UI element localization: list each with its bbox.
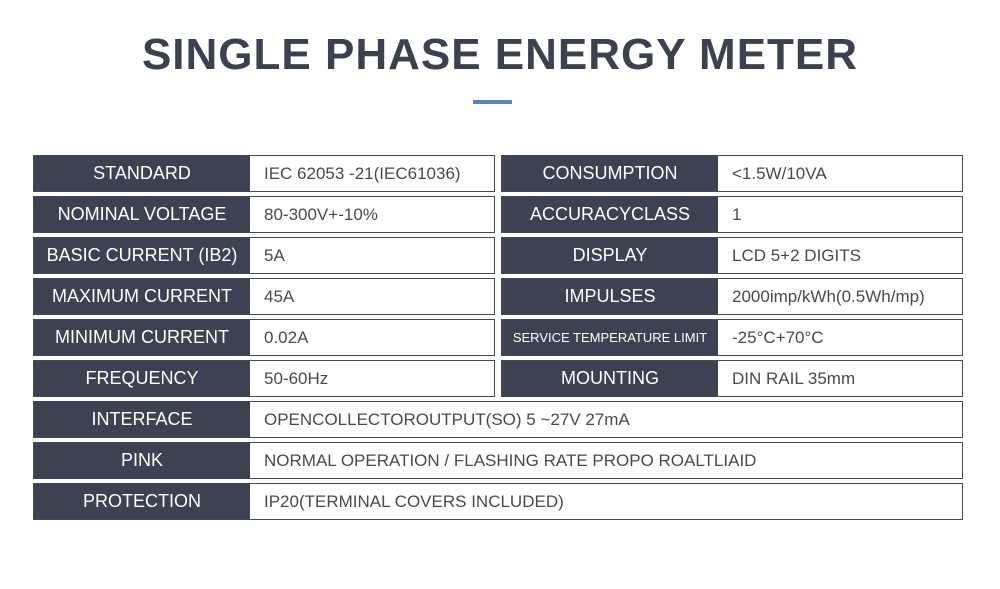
spec-label: BASIC CURRENT (IB2)	[34, 238, 250, 273]
spec-value: NORMAL OPERATION / FLASHING RATE PROPO ROALTLIAID	[264, 450, 757, 470]
spec-label: SERVICE TEMPERATURE LIMIT	[502, 320, 718, 355]
spec-label: PINK	[34, 443, 250, 478]
spec-label: DISPLAY	[502, 238, 718, 273]
title-underline-accent	[473, 100, 512, 104]
spec-row-accuracy-class	[501, 196, 963, 233]
spec-value: 2000imp/kWh(0.5Wh/mp)	[732, 286, 925, 306]
spec-row-basic-current	[33, 237, 495, 274]
spec-row-maximum-current	[33, 278, 495, 315]
spec-label: MAXIMUM CURRENT	[34, 279, 250, 314]
spec-row-consumption	[501, 155, 963, 192]
spec-row-display	[501, 237, 963, 274]
spec-row-service-temperature	[501, 319, 963, 356]
spec-value: IEC 62053 -21(IEC61036)	[264, 163, 461, 183]
spec-value: 45A	[264, 286, 295, 306]
spec-row-minimum-current	[33, 319, 495, 356]
spec-value: 50-60Hz	[264, 368, 329, 388]
spec-row-frequency	[33, 360, 495, 397]
spec-row-pink	[33, 442, 963, 479]
spec-label: IMPULSES	[502, 279, 718, 314]
spec-value: OPENCOLLECTOROUTPUT(SO) 5 ~27V 27mA	[264, 409, 630, 429]
spec-value: LCD 5+2 DIGITS	[732, 245, 861, 265]
spec-label: NOMINAL VOLTAGE	[34, 197, 250, 232]
spec-row-standard	[33, 155, 495, 192]
spec-label: INTERFACE	[34, 402, 250, 437]
spec-label: CONSUMPTION	[502, 156, 718, 191]
spec-value: 0.02A	[264, 327, 309, 347]
spec-value: 5A	[264, 245, 285, 265]
spec-label: FREQUENCY	[34, 361, 250, 396]
spec-value: 80-300V+-10%	[264, 204, 378, 224]
spec-label: MOUNTING	[502, 361, 718, 396]
spec-row-mounting	[501, 360, 963, 397]
spec-value: 1	[732, 204, 742, 224]
spec-label: ACCURACYCLASS	[502, 197, 718, 232]
spec-row-nominal-voltage	[33, 196, 495, 233]
spec-label: MINIMUM CURRENT	[34, 320, 250, 355]
spec-value: IP20(TERMINAL COVERS INCLUDED)	[264, 491, 564, 511]
spec-label: STANDARD	[34, 156, 250, 191]
page-title: SINGLE PHASE ENERGY METER	[141, 30, 859, 79]
spec-value: DIN RAIL 35mm	[732, 368, 856, 388]
spec-row-protection	[33, 483, 963, 520]
spec-row-impulses	[501, 278, 963, 315]
spec-label: PROTECTION	[34, 484, 250, 519]
spec-row-interface	[33, 401, 963, 438]
spec-value: -25°C+70°C	[732, 327, 824, 347]
spec-value: <1.5W/10VA	[732, 163, 827, 183]
